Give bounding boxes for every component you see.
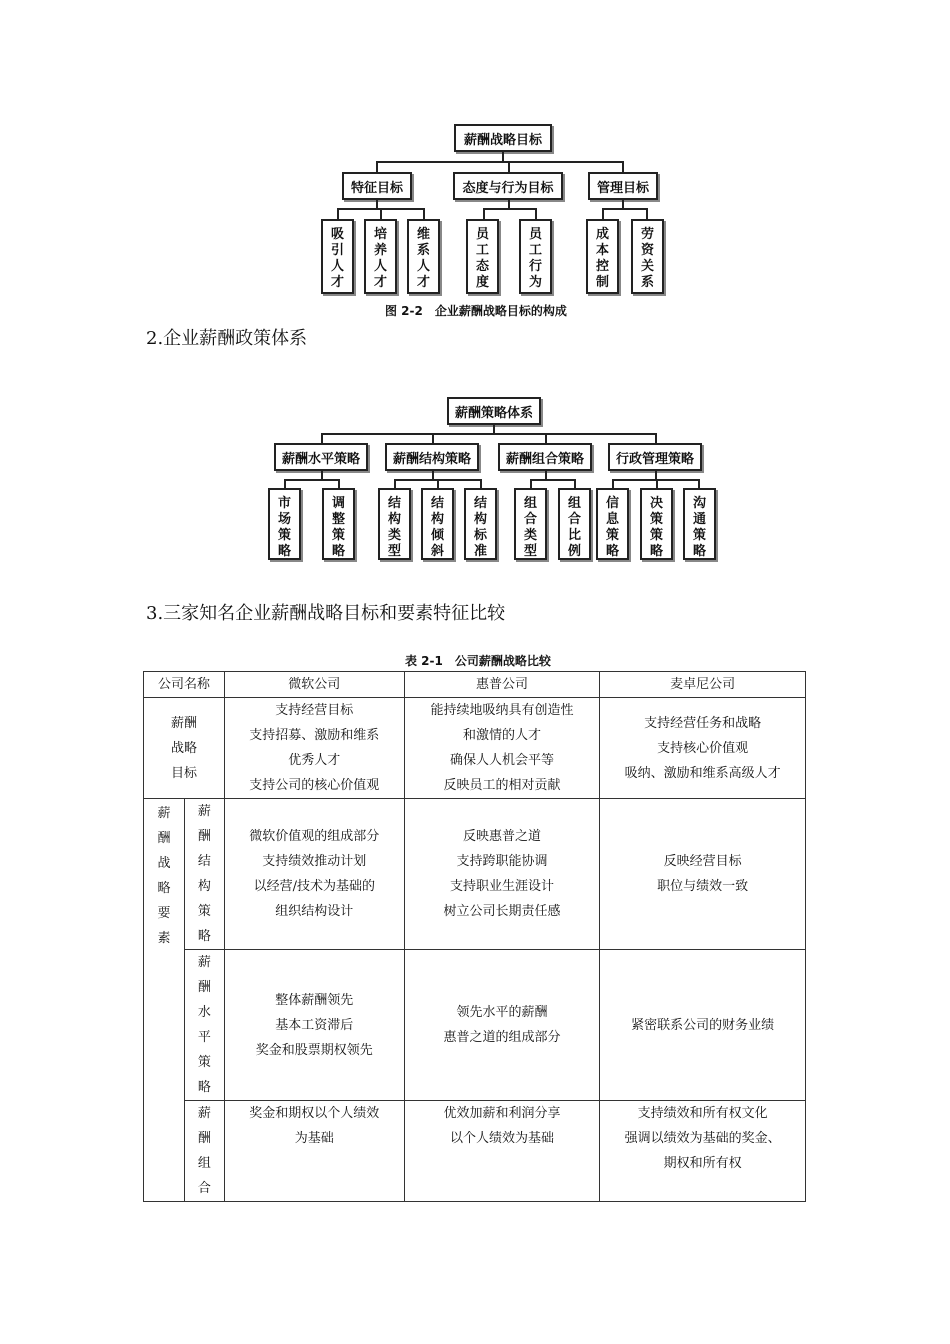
text-line: 薪: [157, 806, 171, 821]
text-line: 整体薪酬领先: [275, 992, 354, 1008]
text-line: 薪酬: [170, 715, 197, 731]
text-line: 平: [197, 1030, 211, 1045]
fig2-root-label: 薪酬策略体系: [454, 405, 533, 421]
fig1-leaf-label: 培养人才: [373, 227, 387, 290]
text-line: 树立公司长期责任感: [443, 904, 561, 919]
header-cell: 公司名称: [144, 672, 225, 698]
fig2-group-label: 薪酬结构策略: [392, 451, 471, 467]
fig2-leaf-label: 结构类型: [387, 496, 401, 559]
group-label: [144, 799, 185, 1202]
table-cell: [224, 698, 404, 799]
text-line: 以个人绩效为基础: [449, 1131, 554, 1146]
fig2-leaf-box: [514, 488, 547, 560]
fig1-leaf-box: [321, 219, 354, 294]
section-heading-3: 3.三家知名企业薪酬战略目标和要素特征比较: [146, 603, 506, 624]
table-cell: [224, 950, 404, 1101]
fig1-group-box: [342, 172, 412, 200]
text-line: 酬: [197, 980, 211, 995]
text-line: 奖金和期权以个人绩效: [249, 1106, 380, 1121]
text-line: 支持职业生涯设计: [449, 879, 554, 894]
text-line: 惠普之道的组成部分: [443, 1030, 561, 1045]
text-line: 略: [197, 929, 211, 944]
text-line: 职位与绩效一致: [657, 879, 749, 894]
table-cell: [600, 950, 806, 1101]
fig1-group-label: 态度与行为目标: [462, 180, 554, 196]
text-line: 反映经营目标: [663, 854, 742, 869]
table-row: [144, 698, 806, 799]
text-line: 薪: [197, 1106, 211, 1121]
text-line: 组织结构设计: [275, 904, 354, 919]
fig1-group-label: 管理目标: [596, 180, 649, 196]
text-line: 支持招募、激励和维系: [249, 728, 380, 743]
text-line: 组: [197, 1156, 211, 1171]
comparison-table: [143, 671, 806, 1202]
table-row: [144, 950, 806, 1101]
table-cell: [224, 799, 404, 950]
fig2-leaf-label: 结构标准: [473, 496, 487, 559]
text-line: 支持绩效推动计划: [262, 854, 367, 869]
row-label: [184, 799, 224, 950]
fig2-leaf-box: [683, 488, 716, 560]
text-line: 策: [197, 1055, 211, 1070]
text-line: 略: [157, 881, 171, 896]
figure-caption: 图 2-2 企业薪酬战略目标的构成: [385, 304, 567, 318]
text-line: 支持核心价值观: [657, 740, 749, 756]
fig2-leaf-label: 结构倾斜: [430, 496, 444, 559]
text-line: 微软价值观的组成部分: [249, 829, 380, 844]
text-line: 水: [197, 1005, 211, 1020]
fig2-leaf-box: [421, 488, 454, 560]
text-line: 反映惠普之道: [462, 829, 541, 844]
fig1-leaf-box: [407, 219, 440, 294]
table-cell: [404, 799, 600, 950]
text-line: 战: [157, 856, 171, 871]
text-line: 确保人人机会平等: [449, 753, 554, 768]
fig2-leaf-box: [640, 488, 673, 560]
row-label: [184, 1101, 224, 1202]
row-label: [144, 698, 225, 799]
text-line: 构: [197, 879, 211, 894]
text-line: 要: [157, 906, 171, 921]
fig1-leaf-box: [364, 219, 397, 294]
connector: [284, 479, 340, 481]
fig2-leaf-label: 决策策略: [649, 496, 663, 559]
text-line: 以经营/技术为基础的: [253, 879, 375, 894]
table-caption: 表 2-1 公司薪酬战略比较: [405, 654, 551, 668]
fig2-group-box: [274, 443, 368, 471]
table-header-row: [144, 672, 806, 698]
table-row: [144, 1101, 806, 1202]
header-cell: 微软公司: [224, 672, 404, 698]
fig2-group-box: [608, 443, 702, 471]
table-cell: [404, 1101, 600, 1202]
table-row: [144, 799, 806, 950]
connector: [602, 208, 648, 210]
text-line: 基本工资滞后: [275, 1017, 354, 1033]
fig1-root-label: 薪酬战略目标: [463, 132, 542, 148]
fig1-leaf-label: 维系人才: [416, 227, 430, 290]
connector: [483, 208, 537, 210]
text-line: 优效加薪和利润分享: [443, 1106, 561, 1121]
fig2-group-box: [498, 443, 592, 471]
fig2-leaf-box: [464, 488, 497, 560]
fig2-group-label: 薪酬组合策略: [505, 451, 584, 467]
connector: [530, 479, 576, 481]
text-line: 和激情的人才: [462, 728, 541, 743]
fig2-group-label: 行政管理策略: [615, 451, 694, 467]
fig2-leaf-label: 信息策略: [605, 496, 619, 559]
text-line: 策: [197, 904, 211, 919]
text-line: 反映员工的相对贡献: [443, 778, 561, 793]
text-line: 薪: [197, 804, 211, 819]
fig2-group-box: [385, 443, 479, 471]
text-line: 优秀人才: [288, 753, 341, 768]
text-line: 领先水平的薪酬: [456, 1005, 548, 1020]
text-line: 吸纳、激励和维系高级人才: [624, 765, 781, 781]
text-line: 合: [197, 1181, 211, 1196]
text-line: 素: [157, 931, 171, 946]
connector: [376, 161, 624, 163]
fig2-leaf-label: 市场策略: [277, 496, 291, 559]
connector: [321, 433, 657, 435]
text-line: 支持公司的核心价值观: [249, 778, 380, 793]
fig2-root-box: [447, 397, 541, 425]
text-line: 薪: [197, 955, 211, 970]
section-heading-2: 2.企业薪酬政策体系: [146, 328, 308, 349]
text-line: 略: [197, 1080, 211, 1095]
text-line: 为基础: [294, 1131, 334, 1146]
fig1-leaf-label: 成本控制: [595, 227, 609, 290]
fig1-root-box: [454, 124, 552, 152]
fig1-leaf-label: 吸引人才: [330, 227, 344, 290]
text-line: 战略: [170, 740, 197, 756]
fig2-leaf-box: [268, 488, 301, 560]
fig2-leaf-box: [596, 488, 629, 560]
fig1-leaf-label: 劳资关系: [640, 227, 654, 290]
fig1-group-box: [453, 172, 563, 200]
table-cell: [404, 950, 600, 1101]
text-line: 目标: [170, 765, 197, 781]
fig2-leaf-box: [378, 488, 411, 560]
text-line: 能持续地吸纳具有创造性: [430, 703, 574, 718]
text-line: 酬: [157, 831, 171, 846]
header-cell: 麦卓尼公司: [600, 672, 806, 698]
table-cell: [404, 698, 600, 799]
header-cell: 惠普公司: [404, 672, 600, 698]
table-cell: [224, 1101, 404, 1202]
fig1-group-label: 特征目标: [350, 180, 403, 196]
text-line: 酬: [197, 829, 211, 844]
fig2-leaf-label: 调整策略: [331, 496, 345, 559]
fig2-leaf-box: [558, 488, 591, 560]
fig2-leaf-label: 组合比例: [567, 496, 581, 559]
fig1-leaf-box: [466, 219, 499, 294]
text-line: 支持经营目标: [275, 703, 354, 718]
fig2-leaf-label: 组合类型: [523, 496, 537, 559]
table-cell: [600, 799, 806, 950]
text-line: 紧密联系公司的财务业绩: [631, 1017, 775, 1033]
fig1-leaf-box: [631, 219, 664, 294]
text-line: 支持经营任务和战略: [644, 715, 762, 731]
table-cell: [600, 1101, 806, 1202]
fig1-leaf-box: [519, 219, 552, 294]
text-line: 强调以绩效为基础的奖金、: [624, 1131, 781, 1146]
text-line: 结: [197, 854, 211, 869]
text-line: 支持跨职能协调: [456, 854, 548, 869]
fig2-leaf-box: [322, 488, 355, 560]
fig1-group-box: [588, 172, 658, 200]
fig2-group-label: 薪酬水平策略: [281, 451, 360, 467]
text-line: 期权和所有权: [663, 1156, 742, 1171]
fig2-leaf-label: 沟通策略: [692, 496, 706, 559]
table-cell: [600, 698, 806, 799]
text-line: 支持绩效和所有权文化: [637, 1106, 768, 1121]
text-line: 酬: [197, 1131, 211, 1146]
fig1-leaf-label: 员工态度: [475, 227, 489, 290]
fig1-leaf-box: [586, 219, 619, 294]
text-line: 奖金和股票期权领先: [255, 1042, 373, 1058]
fig1-leaf-label: 员工行为: [528, 227, 542, 290]
row-label: [184, 950, 224, 1101]
